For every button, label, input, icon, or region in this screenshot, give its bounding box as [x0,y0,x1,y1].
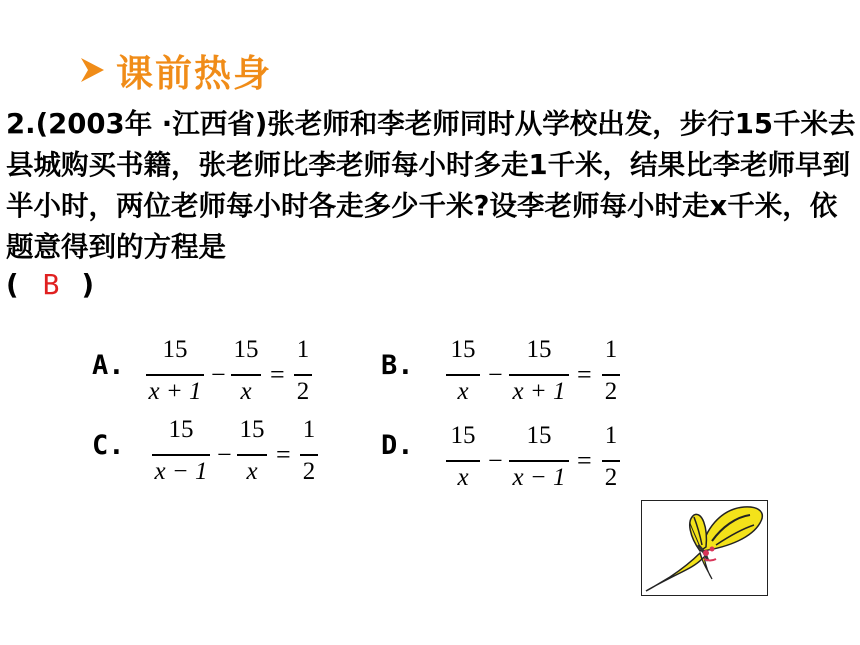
rhs-denominator: 2 [604,464,618,491]
fraction-bar [602,374,620,376]
minus-sign: − [488,446,503,475]
option-c-label: C. [92,430,125,461]
rhs-numerator: 1 [604,422,618,449]
fraction-bar [602,460,620,462]
fraction-bar [509,460,569,462]
term2-numerator: 15 [233,336,259,363]
option-b-term1 [446,336,480,416]
fraction-bar [152,454,210,456]
rhs-numerator: 1 [302,416,316,443]
fraction-bar [237,454,267,456]
option-d-label: D. [381,430,414,461]
heading-text: 课前热身 [116,52,272,95]
fraction-bar [294,374,312,376]
term2-numerator: 15 [526,336,552,363]
term1-denominator: x [457,378,469,405]
term1-numerator: 15 [162,336,188,363]
option-d-formula [446,422,636,502]
fraction-bar [146,374,204,376]
term1-denominator: x [457,464,469,491]
option-c-term1 [152,416,210,496]
option-b-rhs [602,336,620,416]
term2-numerator: 15 [239,416,265,443]
equals-sign: = [276,440,291,469]
term1-denominator: x − 1 [154,458,208,485]
term2-denominator: x − 1 [512,464,566,491]
question-text: 2.(2003年 ·江西省)张老师和李老师同时从学校出发，步行15千米去县城购买书籍，张老师比李老师每小时多走1千米，结果比李老师早到半小时，两位老师每小时各走多少千米?设李老师每小时走x千米，依题意得到的方程是 [6,108,856,263]
option-a-term2 [231,336,261,416]
option-b-formula [446,336,636,416]
option-c-formula [152,416,332,496]
option-d-term1 [446,422,480,502]
term2-denominator: x [246,458,258,485]
term1-numerator: 15 [168,416,194,443]
option-d-term2 [509,422,569,502]
rhs-numerator: 1 [296,336,310,363]
open-paren: ( [6,269,19,301]
fraction-bar [300,454,318,456]
fraction-bar [509,374,569,376]
option-c-term2 [237,416,267,496]
fraction-bar [446,460,480,462]
option-b-label: B. [381,350,414,381]
rhs-denominator: 2 [296,378,310,405]
close-paren: ) [81,269,95,301]
equals-sign: = [577,446,592,475]
rhs-numerator: 1 [604,336,618,363]
option-b-term2 [509,336,569,416]
option-a-rhs [294,336,312,416]
term1-numerator: 15 [450,422,476,449]
answer-line [6,268,94,301]
option-c-rhs [300,416,318,496]
term2-denominator: x + 1 [512,378,566,405]
option-d-rhs [602,422,620,502]
fraction-bar [231,374,261,376]
slide-heading [78,42,272,98]
rhs-denominator: 2 [604,378,618,405]
minus-sign: − [488,360,503,389]
butterfly-icon [642,501,767,595]
arrow-bullet-icon [78,56,106,84]
option-a-formula [146,336,326,416]
term1-numerator: 15 [450,336,476,363]
minus-sign: − [211,360,226,389]
term2-numerator: 15 [526,422,552,449]
equals-sign: = [577,360,592,389]
minus-sign: − [217,440,232,469]
fraction-bar [446,374,480,376]
option-a-label: A. [92,350,125,381]
term1-denominator: x + 1 [148,378,202,405]
term2-denominator: x [240,378,252,405]
answer-text: B [42,268,60,301]
rhs-denominator: 2 [302,458,316,485]
option-a-term1 [146,336,204,416]
equals-sign: = [270,360,285,389]
butterfly-picture [641,500,768,596]
